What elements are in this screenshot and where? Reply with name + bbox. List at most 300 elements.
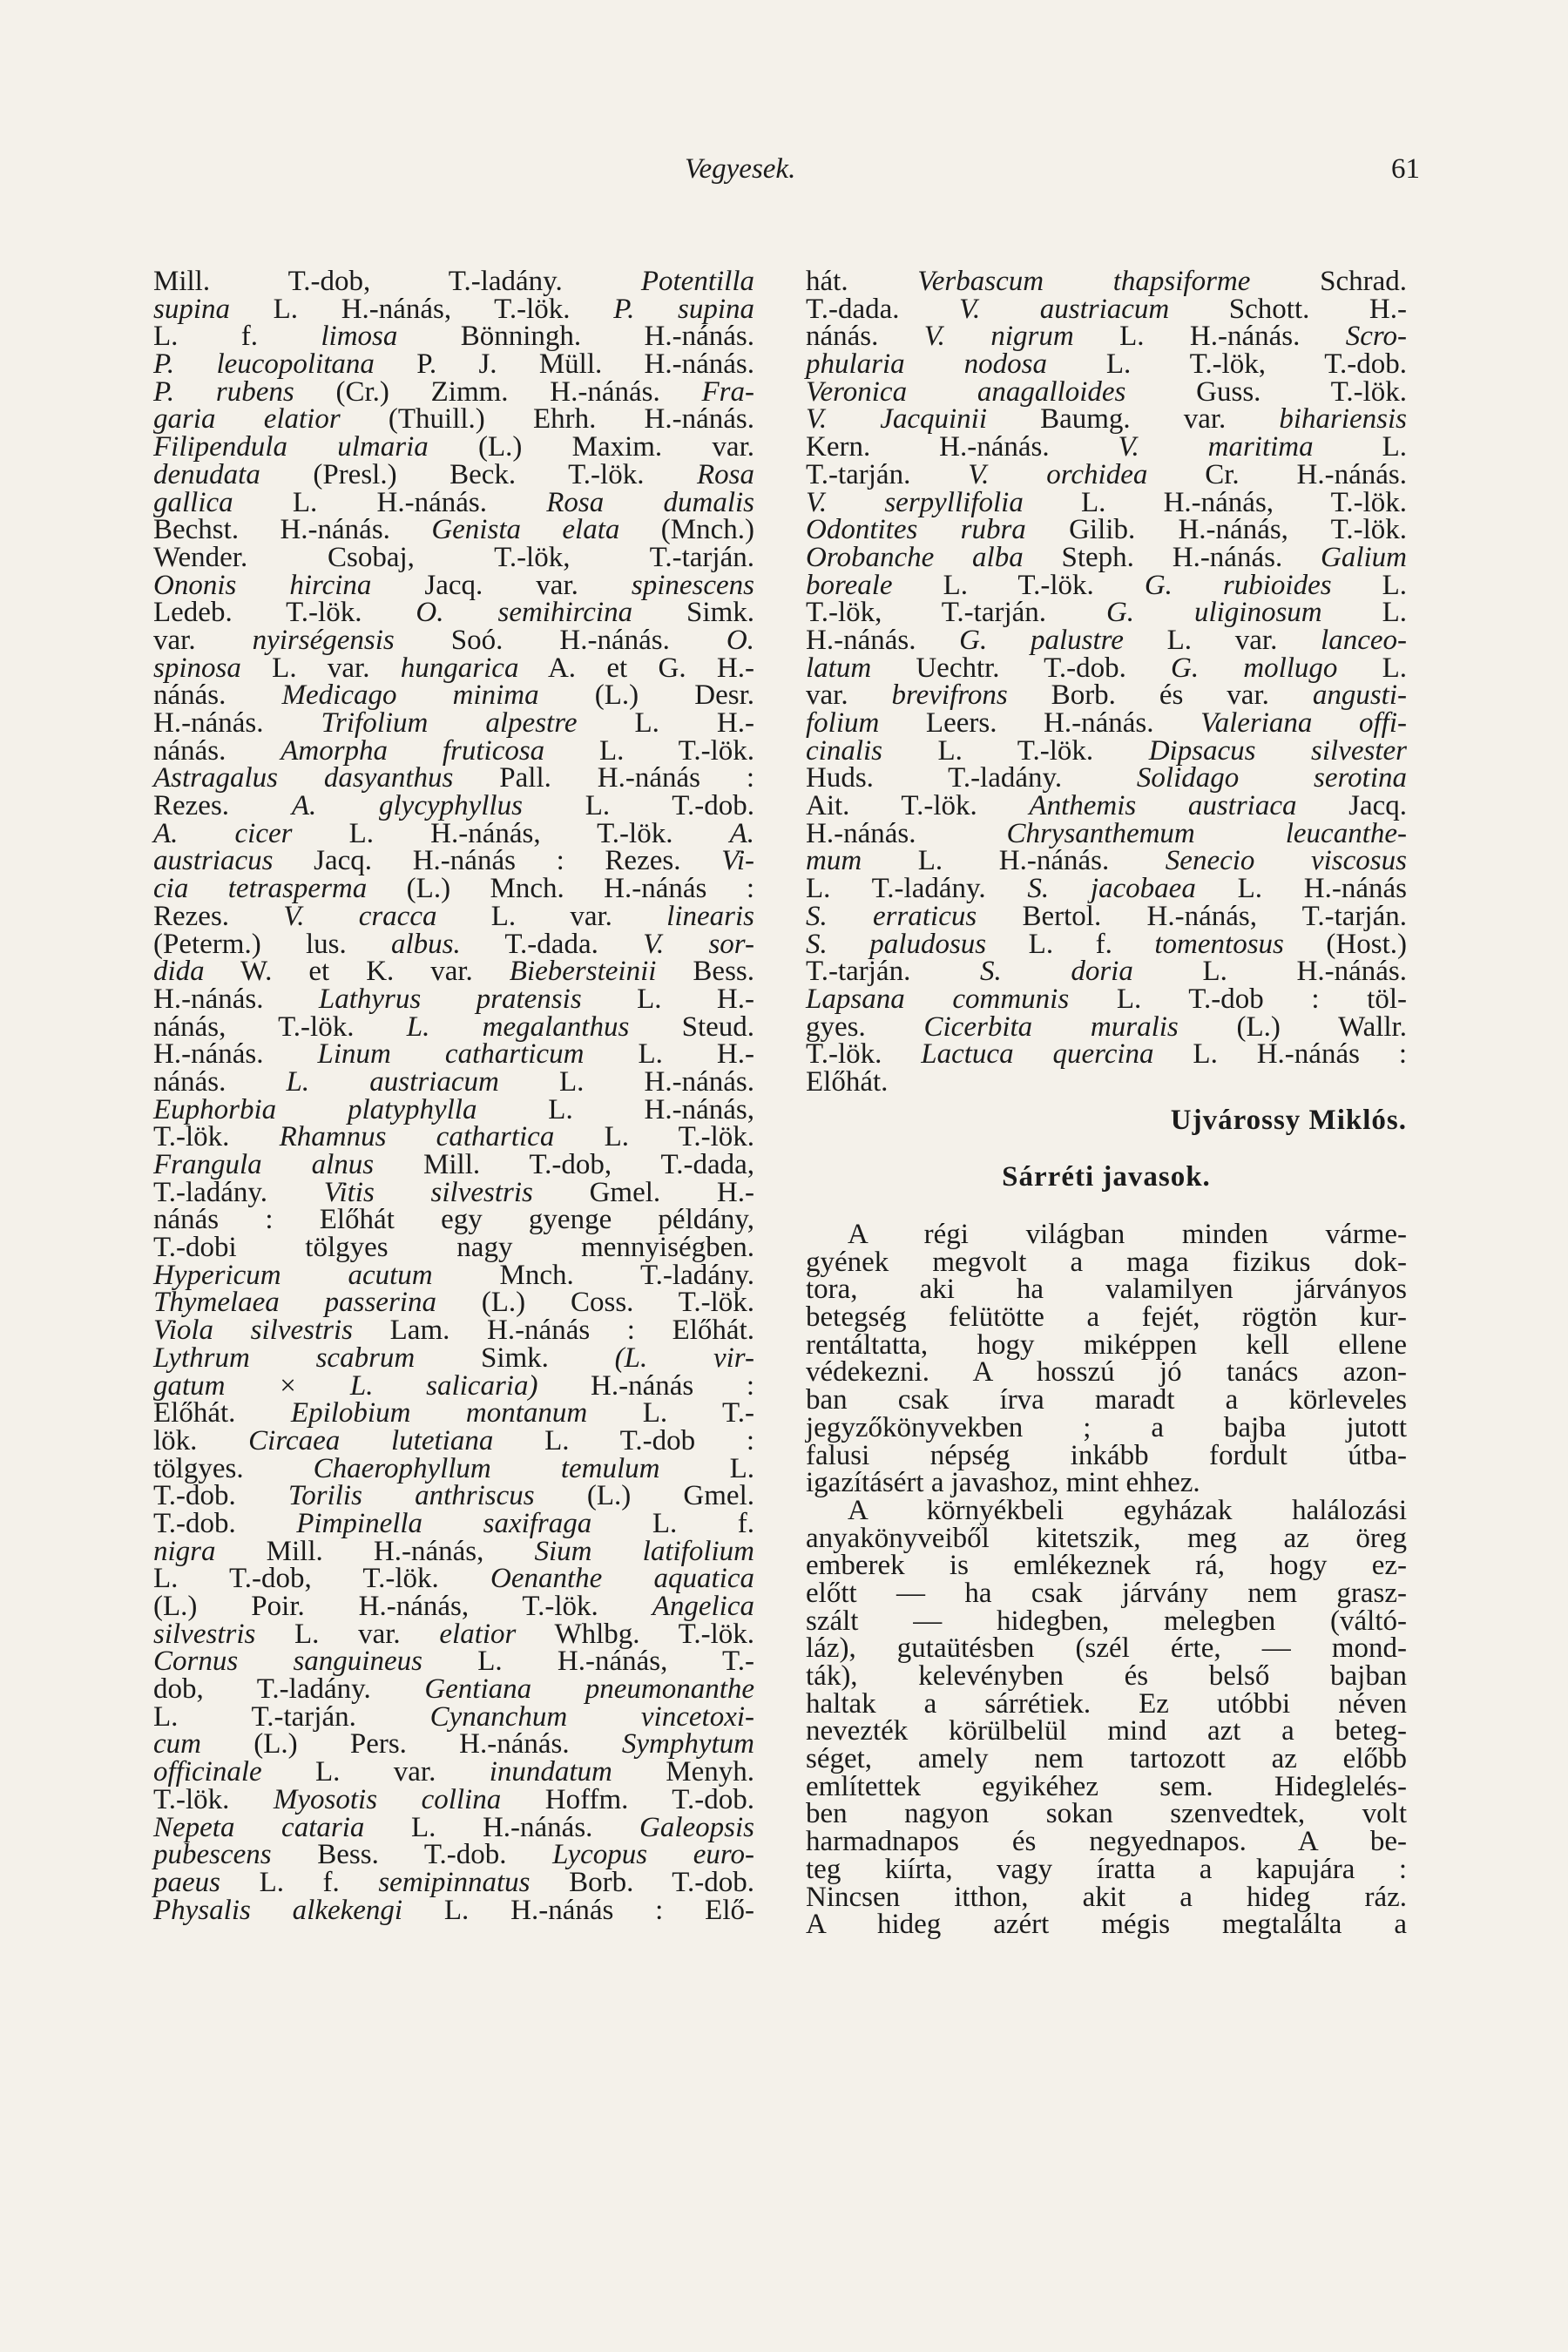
taxon-name: Physalis alkekengi: [153, 1894, 403, 1926]
text-run: L. f.: [220, 1866, 379, 1898]
taxon-name: Scro-: [1345, 321, 1407, 353]
text-run: L. var.: [1123, 624, 1321, 656]
text-line: [806, 1010, 1407, 1043]
text-run: T.-tarján.: [806, 458, 969, 490]
taxon-name: Trifolium alpestre: [321, 707, 578, 739]
text-line: [806, 458, 1408, 490]
text-line: [806, 707, 1407, 739]
text-run: (Mnch.): [619, 514, 754, 546]
taxon-name: Angelica: [652, 1591, 754, 1622]
taxon-name: Thymelaea passerina: [153, 1287, 436, 1319]
taxon-name: Medicago minima: [281, 679, 539, 712]
taxon-name: Rosa: [697, 458, 754, 490]
taxon-name: Veronica anagalloides: [806, 375, 1126, 408]
text-line: [153, 1648, 754, 1676]
text-run: T.-lök.: [153, 1121, 280, 1153]
text-run: Steph. H.-nánás.: [1023, 541, 1321, 573]
text-line: [153, 403, 754, 436]
page-number: 61: [1391, 153, 1420, 185]
text-run: Pall. H.-nánás :: [453, 762, 754, 794]
paragraph-line: harmadnapos és negyednapos. A be-: [806, 1826, 1407, 1858]
text-run: L. H.-nánás, T.-: [422, 1646, 754, 1678]
text-line: [806, 375, 1407, 408]
text-line: [153, 1259, 754, 1291]
text-run: L.: [659, 1452, 754, 1484]
text-line: [153, 1121, 754, 1153]
taxon-name: V. cracca: [283, 900, 437, 932]
text-run: nánás.: [153, 734, 281, 767]
text-run: Jacq. H.-nánás : Rezes.: [273, 845, 722, 877]
text-run: L. T.-lök.: [554, 1121, 754, 1153]
taxon-name: V. orchidea: [968, 458, 1148, 490]
article-body: [806, 1221, 1407, 1939]
taxon-name: folium: [806, 707, 880, 739]
text-line: [153, 1093, 754, 1125]
text-run: L. H.-nánás: [1195, 873, 1407, 905]
text-run: (L.) Maxim. var.: [428, 431, 754, 463]
paragraph-line: említettek egyikéhez sem. Hideglelés-: [806, 1770, 1407, 1802]
text-line: [153, 1839, 754, 1871]
taxon-name: S. jacobaea: [1027, 873, 1196, 905]
taxon-name: A. cicer: [153, 817, 293, 849]
text-run: Schrad.: [1250, 266, 1407, 297]
text-line: [806, 323, 1407, 351]
text-line: [806, 817, 1407, 849]
taxon-name: Dipsacus silvester: [1148, 734, 1407, 767]
taxon-name: Epilobium montanum: [290, 1397, 588, 1429]
text-run: L. T.-lök, T.-dob.: [1046, 348, 1407, 381]
text-run: Bess.: [656, 956, 755, 988]
taxon-name: Rosa dumalis: [546, 486, 754, 518]
taxon-name: denudata: [153, 458, 260, 490]
article-title: Sárréti javasok.: [1002, 1161, 1211, 1193]
text-run: gyes.: [806, 1010, 924, 1043]
taxon-name: latum: [806, 652, 872, 684]
paragraph-line: ban csak írva maradt a körleveles: [806, 1384, 1407, 1416]
text-run: Jacq.: [1296, 790, 1407, 822]
taxon-name: Ononis hircina: [153, 569, 372, 601]
taxon-name: Vitis silvestris: [323, 1176, 533, 1208]
text-run: Borb. T.-dob.: [530, 1866, 754, 1898]
text-run: (Presl.) Beck. T.-lök.: [260, 458, 697, 490]
text-run: Mnch. T.-ladány.: [432, 1259, 754, 1291]
text-run: L. H.-nánás,: [476, 1093, 754, 1125]
taxon-name: gallica: [153, 486, 233, 518]
text-line: [153, 734, 754, 767]
text-line: [153, 958, 754, 986]
taxon-name: Valeriana offi-: [1200, 707, 1407, 739]
paragraph-line: anyakönyveiből kitetszik, meg az öreg: [806, 1522, 1407, 1554]
text-run: Schott. H.-: [1169, 293, 1407, 325]
taxon-name: cum: [153, 1728, 201, 1761]
taxon-name: V. Jacquinii: [806, 403, 988, 436]
text-run: L. H.-nánás : Elő-: [402, 1894, 754, 1926]
taxon-name: nyirségensis: [252, 624, 395, 656]
taxon-name: lanceo-: [1321, 624, 1407, 656]
paragraph-line: jegyzőkönyvekben ; a bajba jutott: [806, 1411, 1407, 1443]
taxon-name: Lycopus euro-: [552, 1839, 754, 1871]
taxon-name: Lathyrus pratensis: [318, 983, 582, 1015]
taxon-name: V. maritima: [1118, 431, 1314, 463]
taxon-name: inundatum: [489, 1756, 612, 1788]
taxon-name: P. leucopolitana: [153, 348, 375, 381]
text-line: [153, 983, 754, 1015]
text-run: Leers. H.-nánás.: [879, 707, 1201, 739]
text-line: [153, 1700, 754, 1733]
text-run: Gmel. H.-: [532, 1176, 754, 1208]
text-line: [153, 1728, 754, 1761]
taxon-name: linearis: [666, 900, 755, 932]
taxon-name: V. nigrum: [923, 321, 1074, 353]
text-line: [153, 1565, 754, 1593]
text-run: Rezes.: [153, 790, 292, 822]
taxon-name: Solidago serotina: [1136, 762, 1407, 794]
right-column: [806, 268, 1407, 1939]
paragraph-line: nevezték körülbelül mind azt a beteg-: [806, 1715, 1407, 1747]
taxon-name: L. megalanthus: [406, 1010, 630, 1043]
text-run: H.-nánás.: [153, 983, 319, 1015]
text-run: L. T.-lök.: [892, 569, 1145, 601]
taxon-name: Symphytum: [621, 1728, 754, 1761]
paragraph-line: tora, aki ha valamilyen járványos: [806, 1274, 1407, 1306]
taxon-name: paeus: [153, 1866, 220, 1898]
taxon-name: semipinnatus: [378, 1866, 531, 1898]
text-run: Soó. H.-nánás.: [394, 624, 727, 656]
taxon-name: Cynanchum vincetoxi-: [429, 1700, 754, 1733]
taxon-name: Torilis anthriscus: [287, 1480, 535, 1512]
text-run: Wender. Csobaj, T.-lök, T.-tarján.: [153, 541, 754, 573]
text-line: [153, 1618, 754, 1650]
text-run: A. et G. H.-: [518, 652, 754, 684]
text-run: Előhát.: [806, 1065, 889, 1098]
text-line: [153, 1894, 754, 1926]
text-run: T.-dob.: [153, 1507, 297, 1539]
text-run: Huds. T.-ladány.: [806, 762, 1137, 794]
text-run: L. f.: [986, 928, 1155, 960]
text-run: T.-dobi tölgyes nagy mennyiségben.: [153, 1232, 754, 1264]
taxon-name: elatior: [439, 1618, 517, 1650]
text-line: [153, 1452, 754, 1484]
text-line: [153, 599, 754, 627]
paragraph-line: A régi világban minden várme-: [848, 1219, 1407, 1250]
paragraph-line: emberek is emlékeznek rá, hogy ez-: [806, 1550, 1407, 1582]
paragraph-line: ták), kelevényben és belső bajban: [806, 1660, 1407, 1692]
taxon-name: brevifrons: [891, 679, 1008, 712]
text-run: Simk.: [632, 597, 754, 629]
taxon-name: Orobanche alba: [806, 541, 1024, 573]
text-line: [153, 1535, 755, 1567]
text-line: [153, 293, 755, 325]
text-line: [806, 679, 1407, 712]
taxon-name: spinosa: [153, 652, 241, 684]
taxon-name: Linum catharticum: [317, 1038, 585, 1071]
text-line: [806, 569, 1407, 601]
text-run: nánás, T.-lök.: [153, 1010, 407, 1043]
text-run: Mill. H.-nánás,: [215, 1535, 535, 1567]
taxon-name: Hypericum acutum: [153, 1259, 433, 1291]
text-run: Uechtr. T.-dob.: [871, 652, 1171, 684]
text-run: (Peterm.) lus.: [153, 928, 391, 960]
taxon-name: pubescens: [153, 1839, 272, 1871]
taxon-name: bihariensis: [1279, 403, 1407, 436]
text-run: var.: [806, 679, 892, 712]
paragraph-line: Nincsen itthon, akit a hideg ráz.: [806, 1881, 1407, 1913]
text-run: Simk.: [415, 1342, 615, 1374]
text-line: [806, 486, 1407, 518]
text-line: [806, 845, 1407, 877]
text-line: [806, 928, 1407, 960]
text-line: [153, 762, 754, 794]
author-signature: Ujvárossy Miklós.: [1170, 1104, 1407, 1136]
text-line: [153, 624, 754, 656]
taxon-name: Fra-: [701, 375, 754, 408]
text-line: [153, 486, 754, 518]
text-run: L. H.-nánás.: [233, 486, 547, 518]
taxon-name: garia elatior: [153, 403, 341, 436]
taxon-name: Vi-: [721, 845, 754, 877]
taxon-name: limosa: [321, 321, 398, 353]
text-run: L. H.-nánás.: [862, 845, 1166, 877]
taxon-name: Euphorbia platyphylla: [153, 1093, 477, 1125]
taxon-name: Myosotis collina: [273, 1783, 502, 1815]
text-run: nánás : Előhát egy gyenge példány,: [153, 1204, 754, 1236]
text-run: tölgyes.: [153, 1452, 314, 1484]
taxon-name: Pimpinella saxifraga: [296, 1507, 592, 1539]
taxon-name: Anthemis austriaca: [1029, 790, 1297, 822]
taxon-name: albus.: [390, 928, 461, 960]
text-run: Jacq. var.: [371, 569, 632, 601]
taxon-name: Verbascum thapsiforme: [917, 266, 1251, 297]
text-run: Baumg. var.: [987, 403, 1280, 436]
text-line: [153, 928, 754, 960]
paragraph-line: előtt — ha csak járvány nem grasz-: [806, 1577, 1407, 1609]
taxon-name: Odontites rubra: [806, 514, 1026, 546]
text-run: (L.) Coss. T.-lök.: [436, 1287, 754, 1319]
text-run: T.-dada.: [460, 928, 644, 960]
text-run: Cr. H.-nánás.: [1147, 458, 1408, 490]
taxon-name: S. erraticus: [806, 900, 977, 932]
taxon-name: Cicerbita muralis: [923, 1010, 1179, 1043]
taxon-name: Cornus sanguineus: [153, 1646, 422, 1678]
taxon-name: Filipendula ulmaria: [153, 431, 429, 463]
taxon-name: austriacus: [153, 845, 274, 877]
text-line: [153, 514, 754, 546]
text-run: L. H.-nánás, T.-lök.: [1023, 486, 1407, 518]
text-run: L. H.-nánás :: [1153, 1038, 1407, 1071]
paragraph-line: A hideg azért mégis megtalálta a: [806, 1909, 1407, 1941]
text-run: H.-nánás.: [806, 624, 960, 656]
text-run: L. f.: [153, 321, 321, 353]
text-line: [153, 817, 755, 849]
taxon-name: Gentiana pneumonanthe: [424, 1673, 755, 1706]
taxon-name: O.: [726, 624, 754, 656]
text-run: T.-dada.: [806, 293, 960, 325]
text-run: T.-lök, T.-tarján.: [806, 597, 1106, 629]
paragraph-line: haltak a sárrétiek. Ez utóbbi néven: [806, 1687, 1407, 1720]
text-run: T.-tarján.: [806, 956, 980, 988]
paragraph-line: betegség felütötte a fejét, rögtön kur-: [806, 1301, 1407, 1334]
text-line: [153, 1593, 754, 1621]
text-run: Hoffm. T.-dob.: [501, 1783, 755, 1815]
taxon-name: S. paludosus: [806, 928, 987, 960]
text-line: [806, 734, 1407, 767]
paragraph-line: szált — hidegben, melegben (váltó-: [806, 1605, 1407, 1637]
taxon-name: Potentilla: [640, 266, 754, 297]
text-line: [806, 514, 1407, 546]
text-run: (L.) Poir. H.-nánás, T.-lök.: [153, 1591, 652, 1622]
text-run: Bechst. H.-nánás.: [153, 514, 432, 546]
text-run: L. H.-nánás.: [364, 1811, 639, 1843]
text-line: [153, 1342, 754, 1374]
taxon-name: Lapsana communis: [806, 983, 1070, 1015]
text-run: Lam. H.-nánás : Előhát.: [353, 1315, 754, 1347]
text-line: [153, 1811, 754, 1843]
text-run: Gilib. H.-nánás, T.-lök.: [1025, 514, 1407, 546]
paragraph-line: teg kiírta, vagy íratta a kapujára :: [806, 1853, 1407, 1885]
text-run: (Host.): [1283, 928, 1407, 960]
text-run: Előhát.: [153, 1397, 291, 1429]
text-run: L. T.-ladány.: [806, 873, 1028, 905]
text-line: [153, 1480, 754, 1512]
text-run: T.-lök.: [153, 1783, 274, 1815]
text-line: [153, 348, 754, 381]
text-line: [153, 1673, 755, 1706]
taxon-name: silvestris: [153, 1618, 256, 1650]
text-line: [153, 541, 754, 573]
text-line: [806, 900, 1407, 932]
text-line: [153, 652, 754, 684]
text-run: (L.) Desr.: [538, 679, 754, 712]
text-line: [153, 790, 755, 822]
taxon-name: G. mollugo: [1170, 652, 1338, 684]
text-line: [153, 707, 754, 739]
taxon-name: Amorpha fruticosa: [280, 734, 545, 767]
text-line: [806, 762, 1407, 794]
paragraph-line: védekezni. A hosszú jó tanács azon-: [806, 1356, 1407, 1389]
taxon-name: Oenanthe aquatica: [490, 1563, 754, 1595]
running-title: Vegyesek.: [685, 153, 796, 185]
taxon-name: Rhamnus cathartica: [279, 1121, 555, 1153]
taxon-name: V. serpyllifolia: [806, 486, 1024, 518]
text-line: [153, 1234, 754, 1262]
text-run: L. H.-nánás.: [1132, 956, 1407, 988]
taxon-name: Genista elata: [431, 514, 620, 546]
text-run: L. T.-dob, T.-lök.: [153, 1563, 490, 1595]
text-line: [153, 875, 754, 903]
text-line: [806, 1065, 1407, 1098]
taxon-name: Galium: [1321, 541, 1407, 573]
taxon-name: dida: [153, 956, 205, 988]
taxon-name: V. sor-: [643, 928, 754, 960]
taxon-name: spinescens: [631, 569, 754, 601]
text-run: nánás.: [806, 321, 924, 353]
taxon-name: Astragalus dasyanthus: [153, 762, 454, 794]
taxon-name: officinale: [153, 1756, 262, 1788]
text-line: [806, 293, 1407, 325]
text-run: W. et K. var.: [204, 956, 510, 988]
taxon-name: cia tetrasperma: [153, 873, 368, 905]
text-line: [806, 403, 1407, 436]
text-run: L.: [1337, 652, 1407, 684]
text-run: (Thuill.) Ehrh. H.-nánás.: [340, 403, 754, 436]
taxon-name: Lythrum scabrum: [153, 1342, 416, 1374]
text-line: [153, 1289, 754, 1317]
text-run: Whlbg. T.-lök.: [516, 1618, 754, 1650]
text-line: [153, 1397, 754, 1429]
text-run: (L.) Wallr.: [1178, 1010, 1407, 1043]
text-line: [153, 845, 754, 877]
text-line: [806, 624, 1407, 656]
taxon-name: G. palustre: [959, 624, 1124, 656]
text-run: L. T.-dob : töl-: [1069, 983, 1407, 1015]
text-run: L. f.: [591, 1507, 755, 1539]
taxon-name: V. austriacum: [959, 293, 1170, 325]
text-run: Guss. T.-lök.: [1125, 375, 1407, 408]
taxon-name: Biebersteinii: [509, 956, 657, 988]
text-run: L. T.-dob.: [522, 790, 755, 822]
left-column-species-list: [153, 268, 754, 1924]
text-line: [153, 1783, 755, 1815]
text-line: [153, 1065, 754, 1098]
right-column-species-list: [806, 268, 1407, 1097]
text-run: Steud.: [629, 1010, 755, 1043]
taxon-name: boreale: [806, 569, 893, 601]
taxon-name: O. semihircina: [416, 597, 633, 629]
taxon-name: Senecio viscosus: [1165, 845, 1407, 877]
text-line: [153, 1176, 754, 1208]
text-line: [806, 268, 1407, 296]
text-run: T.-ladány.: [153, 1176, 324, 1208]
text-line: [806, 599, 1407, 627]
text-line: [153, 268, 754, 296]
text-line: [806, 431, 1407, 463]
paragraph-line: láz), gutaütésben (szél érte, — mond-: [806, 1632, 1407, 1665]
text-run: Borb. és var.: [1007, 679, 1313, 712]
taxon-name: Chaerophyllum temulum: [313, 1452, 660, 1484]
text-run: H.-nánás.: [806, 817, 1007, 849]
taxon-name: angusti-: [1312, 679, 1407, 712]
taxon-name: L. austriacum: [286, 1065, 499, 1098]
text-run: Mill. T.-dob, T.-ladány.: [153, 266, 641, 297]
text-run: Mill. T.-dob, T.-dada,: [374, 1149, 754, 1180]
paragraph-line: falusi népség inkább fordult útba-: [806, 1439, 1407, 1471]
paragraph-line: A környékbeli egyházak halálozási: [848, 1494, 1407, 1526]
text-line: [153, 1149, 754, 1180]
paragraph-line: séget, amely nem tartozott az előbb: [806, 1743, 1407, 1775]
taxon-name: Chrysanthemum leucanthe-: [1006, 817, 1407, 849]
text-run: L. H.-nánás.: [1073, 321, 1346, 353]
text-run: Menyh.: [612, 1756, 754, 1788]
text-line: [153, 1756, 754, 1788]
text-run: var.: [153, 624, 253, 656]
text-line: [806, 348, 1407, 381]
text-line: [153, 1317, 754, 1345]
text-run: dob, T.-ladány.: [153, 1673, 425, 1706]
text-run: L. var.: [436, 900, 667, 932]
text-line: [153, 458, 754, 490]
paragraph-line: gyének megvolt a maga fizikus dok-: [806, 1246, 1407, 1278]
text-run: L. T.-dob :: [493, 1424, 754, 1456]
paragraph-line: rentáltatta, hogy miképpen kell ellene: [806, 1328, 1407, 1361]
text-line: [806, 1038, 1407, 1071]
taxon-name: Frangula alnus: [153, 1149, 375, 1180]
taxon-name: Sium latifolium: [534, 1535, 755, 1567]
taxon-name: Nepeta cataria: [153, 1811, 365, 1843]
taxon-name: tomentosus: [1154, 928, 1284, 960]
text-line: [153, 1369, 754, 1402]
text-run: H.-nánás.: [153, 707, 321, 739]
text-run: (L.) Pers. H.-nánás.: [200, 1728, 622, 1761]
